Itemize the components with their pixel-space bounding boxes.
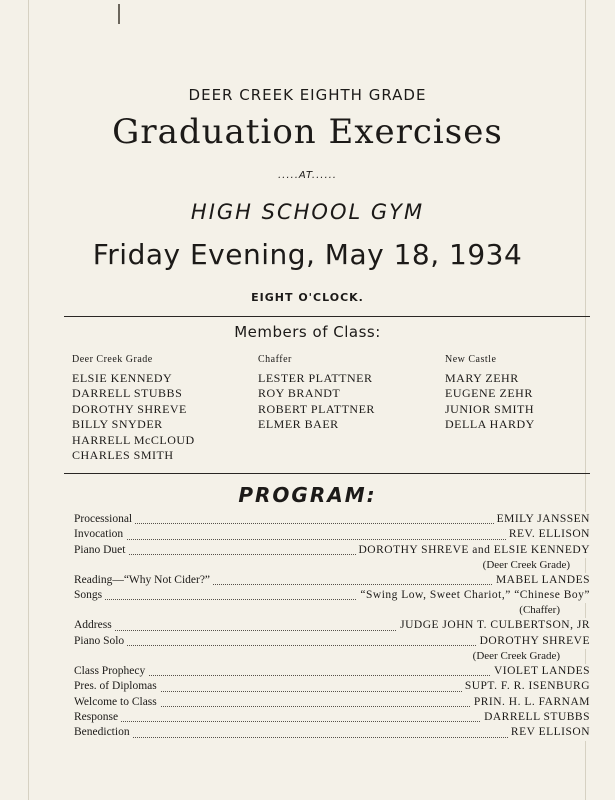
divider-rule xyxy=(64,316,590,317)
program-performer: PRIN. H. L. FARNAM xyxy=(471,695,590,710)
program-performer: JUDGE JOHN T. CULBERTSON, JR xyxy=(397,618,590,633)
program-row xyxy=(74,679,590,694)
program-row xyxy=(74,634,590,649)
event-date: Friday Evening, May 18, 1934 xyxy=(92,238,523,271)
program-note-row xyxy=(74,558,590,573)
at-line: .....AT...... xyxy=(277,170,337,181)
event-time: EIGHT O'CLOCK. xyxy=(251,291,364,304)
program-item: Address xyxy=(74,618,115,633)
member-name: DELLA HARDY xyxy=(445,417,535,431)
member-column-deer-creek xyxy=(72,352,195,464)
members-heading: Members of Class: xyxy=(234,323,381,341)
program-note: (Deer Creek Grade) xyxy=(482,558,570,571)
fold-mark xyxy=(118,4,120,24)
member-name: BILLY SNYDER xyxy=(72,417,163,431)
member-name: ELSIE KENNEDY xyxy=(72,370,173,385)
program-performer: DOROTHY SHREVE xyxy=(477,634,590,649)
program-performer: SUPT. F. R. ISENBURG xyxy=(462,679,590,694)
program-row xyxy=(74,588,590,603)
program-row xyxy=(74,543,590,558)
program-performer: REV. ELLISON xyxy=(506,527,590,542)
member-name: MARY ZEHR xyxy=(445,370,519,385)
member-column-new-castle xyxy=(445,352,535,433)
member-name: DOROTHY SHREVE xyxy=(72,401,187,416)
program-performer: DARRELL STUBBS xyxy=(481,710,590,725)
member-name: EUGENE ZEHR xyxy=(445,386,533,400)
school-name: DEER CREEK EIGHTH GRADE xyxy=(188,86,427,104)
program-performer: DOROTHY SHREVE and ELSIE KENNEDY xyxy=(356,543,591,558)
program-row xyxy=(74,725,590,740)
program-row xyxy=(74,573,590,588)
program-row xyxy=(74,527,590,542)
program-item: Songs xyxy=(74,588,105,603)
program-note-row xyxy=(74,649,590,664)
program-row xyxy=(74,710,590,725)
program-note: (Chaffer) xyxy=(519,604,560,617)
column-heading: Chaffer xyxy=(258,354,292,365)
venue: HIGH SCHOOL GYM xyxy=(190,200,425,224)
program-list xyxy=(74,512,590,741)
program-heading: PROGRAM: xyxy=(238,483,377,507)
program-note-row xyxy=(74,603,590,618)
program-item: Class Prophecy xyxy=(74,664,148,679)
program-row xyxy=(74,664,590,679)
program-item: Welcome to Class xyxy=(74,695,160,710)
program-item: Pres. of Diplomas xyxy=(74,679,160,694)
program-item: Benediction xyxy=(74,725,133,740)
member-name: ROY BRANDT xyxy=(258,386,341,400)
program-performer: “Swing Low, Sweet Chariot,” “Chinese Boy” xyxy=(357,588,590,603)
program-item: Reading—“Why Not Cider?” xyxy=(74,573,213,588)
program-performer: REV ELLISON xyxy=(508,725,590,740)
member-name: CHARLES SMITH xyxy=(72,448,174,462)
member-name: ROBERT PLATTNER xyxy=(258,401,375,416)
program-item: Piano Duet xyxy=(74,543,128,558)
member-name: JUNIOR SMITH xyxy=(445,401,535,416)
program-note: (Deer Creek Grade) xyxy=(472,650,560,663)
program-performer: EMILY JANSSEN xyxy=(494,512,590,527)
column-heading: Deer Creek Grade xyxy=(72,354,153,365)
program-row xyxy=(74,695,590,710)
member-name: ELMER BAER xyxy=(258,417,339,431)
program-performer: MABEL LANDES xyxy=(493,573,590,588)
member-name: HARRELL McCLOUD xyxy=(72,432,195,447)
member-column-chaffer xyxy=(258,352,375,433)
program-row xyxy=(74,512,590,527)
program-item: Piano Solo xyxy=(74,634,127,649)
member-name: LESTER PLATTNER xyxy=(258,370,373,385)
divider-rule xyxy=(64,473,590,474)
column-heading: New Castle xyxy=(445,354,497,365)
program-row xyxy=(74,618,590,633)
program-item: Response xyxy=(74,710,121,725)
program-item: Processional xyxy=(74,512,135,527)
member-name: DARRELL STUBBS xyxy=(72,386,183,400)
program-performer: VIOLET LANDES xyxy=(491,664,590,679)
program-item: Invocation xyxy=(74,527,126,542)
event-title: Graduation Exercises xyxy=(112,112,503,152)
